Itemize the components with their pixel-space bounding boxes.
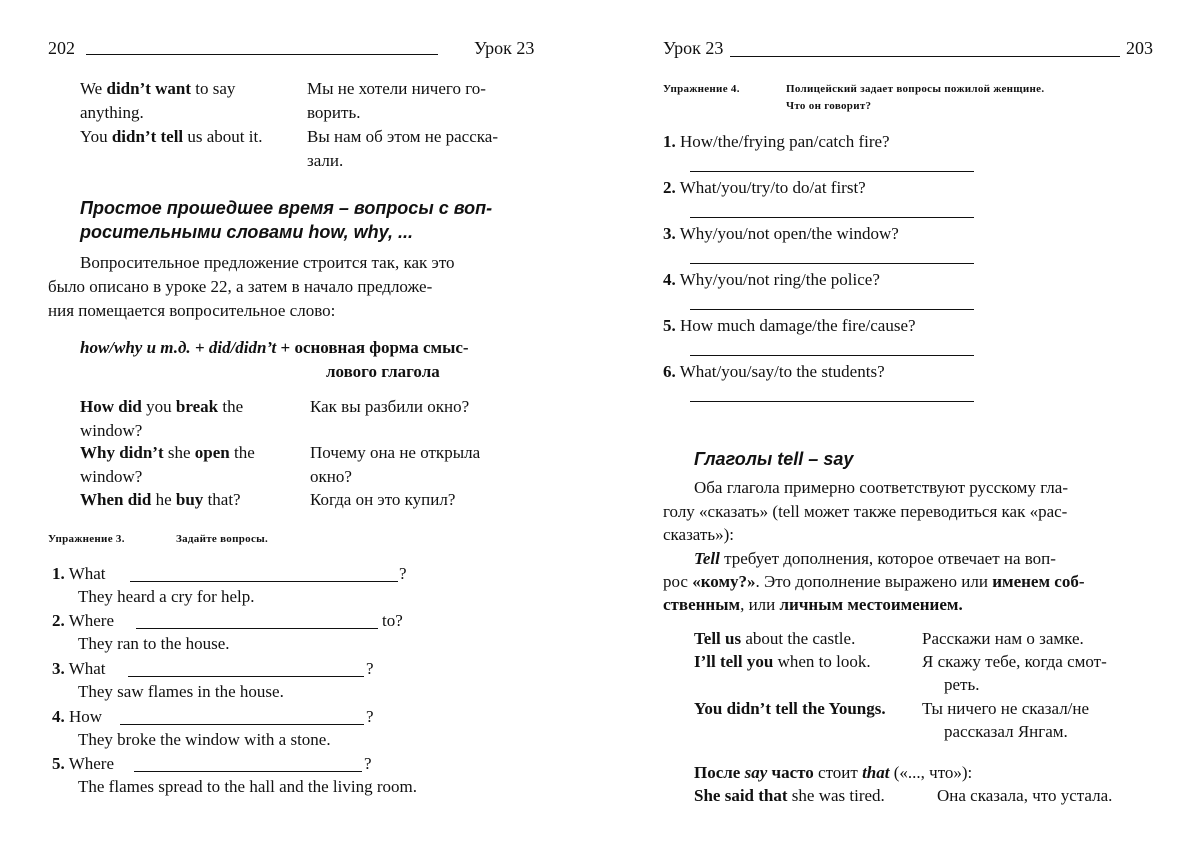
exercise-4-task-line1: Полицейский задает вопросы пожилой женщине. — [786, 83, 1045, 95]
question-en-2-cont: window? — [80, 467, 143, 486]
body-line-2: было описано в уроке 22, а затем в начало предложе- — [48, 277, 433, 296]
section-heading-line2: росительными словами how, why, ... — [80, 222, 414, 242]
example-ru-2: Вы нам об этом не расска- — [307, 127, 498, 146]
answer-blank[interactable] — [130, 565, 398, 582]
answer-line[interactable] — [690, 309, 974, 310]
formula-cont: лового глагола — [326, 362, 440, 381]
item-answer: They broke the window with a stone. — [78, 730, 331, 749]
she-said-example: She said that she was tired. — [694, 786, 885, 805]
item-tail: to? — [382, 611, 403, 630]
lesson-header: Урок 23 — [663, 38, 724, 58]
exercise-item: 1. What — [52, 564, 106, 583]
exercise-item: 4. How — [52, 707, 103, 726]
tell-example-ru-2-cont: реть. — [944, 675, 980, 694]
item-answer: They ran to the house. — [78, 634, 230, 653]
question-ru-3: Когда он это купил? — [310, 490, 456, 509]
tell-example-ru-3: Ты ничего не сказал/не — [922, 699, 1090, 718]
exercise-3-task: Задайте вопросы. — [176, 533, 269, 545]
question-ru-2: Почему она не открыла — [310, 443, 481, 462]
question-en-3: When did he buy that? — [80, 490, 241, 509]
exercise-item: 4. Why/you/not ring/the police? — [663, 270, 880, 289]
body-line-3: ния помещается вопросительное слово: — [48, 301, 336, 320]
para1-line1: Оба глагола примерно соответствуют русскому гла- — [694, 478, 1068, 497]
question-en-1-cont: window? — [80, 421, 143, 440]
exercise-item: 5. Where — [52, 754, 115, 773]
item-tail: ? — [364, 754, 372, 773]
example-en-2: You didn’t tell us about it. — [80, 127, 263, 146]
exercise-item: 1. How/the/frying pan/catch fire? — [663, 132, 890, 151]
question-ru-2-cont: окно? — [310, 467, 352, 486]
tell-example-ru-1: Расскажи нам о замке. — [922, 629, 1084, 648]
tell-example-en-3: You didn’t tell the Youngs. — [694, 699, 886, 718]
answer-blank[interactable] — [136, 612, 378, 629]
answer-line[interactable] — [690, 263, 974, 264]
right-page — [600, 0, 1200, 843]
item-answer: They saw flames in the house. — [78, 682, 284, 701]
para2-line2: рос «кому?». Это дополнение выражено или именем соб- — [663, 572, 1085, 591]
exercise-item: 3. Why/you/not open/the window? — [663, 224, 899, 243]
para1-line3: сказать»): — [663, 525, 734, 544]
para2-line3: ственным, или личным местоимением. — [663, 595, 963, 614]
example-ru-2-cont: зали. — [307, 151, 344, 170]
answer-blank[interactable] — [134, 755, 362, 772]
answer-blank[interactable] — [120, 708, 364, 725]
she-said-translation: Она сказала, что устала. — [937, 786, 1113, 805]
page-number: 202 — [48, 38, 75, 58]
page-number: 203 — [1126, 38, 1153, 58]
answer-line[interactable] — [690, 401, 974, 402]
exercise-3-title: Упражнение 3. — [48, 533, 125, 545]
question-en-2: Why didn’t she open the — [80, 443, 255, 462]
tell-example-en-1: Tell us about the castle. — [694, 629, 856, 648]
exercise-item: 5. How much damage/the fire/cause? — [663, 316, 916, 335]
exercise-item: 2. What/you/try/to do/at first? — [663, 178, 866, 197]
answer-line[interactable] — [690, 217, 974, 218]
question-en-1: How did you break the — [80, 397, 244, 416]
exercise-4-title: Упражнение 4. — [663, 83, 740, 95]
question-ru-1: Как вы разбили окно? — [310, 397, 470, 416]
exercise-item: 6. What/you/say/to the students? — [663, 362, 885, 381]
formula: how/why и т.д. + did/didn’t + основная форма смыс- — [80, 338, 469, 357]
example-ru-1: Мы не хотели ничего го- — [307, 79, 486, 98]
section-heading: Глаголы tell – say — [694, 449, 854, 469]
after-say-line: После say часто стоит that («..., что»): — [694, 763, 973, 782]
example-en-1-cont: anything. — [80, 103, 144, 122]
para1-line2: голу «сказать» (tell может также переводиться как «рас- — [663, 502, 1068, 521]
item-answer: They heard a cry for help. — [78, 587, 255, 606]
example-en-1: We didn’t want to say — [80, 79, 236, 98]
tell-example-en-2: I’ll tell you when to look. — [694, 652, 871, 671]
exercise-4-task-line2: Что он говорит? — [786, 100, 872, 112]
para2-line1: Tell требует дополнения, которое отвечает на воп- — [694, 549, 1056, 568]
example-ru-1-cont: ворить. — [307, 103, 361, 122]
item-tail: ? — [366, 659, 374, 678]
item-answer: The flames spread to the hall and the living room. — [78, 777, 417, 796]
answer-line[interactable] — [690, 355, 974, 356]
tell-example-ru-3-cont: рассказал Янгам. — [944, 722, 1068, 741]
exercise-item: 3. What — [52, 659, 106, 678]
answer-blank[interactable] — [128, 660, 364, 677]
item-tail: ? — [399, 564, 407, 583]
item-tail: ? — [366, 707, 374, 726]
tell-example-ru-2: Я скажу тебе, когда смот- — [922, 652, 1107, 671]
exercise-item: 2. Where — [52, 611, 115, 630]
section-heading-line1: Простое прошедшее время – вопросы с воп- — [80, 198, 493, 218]
lesson-header: Урок 23 — [474, 38, 535, 58]
body-line-1: Вопросительное предложение строится так, как это — [80, 253, 455, 272]
answer-line[interactable] — [690, 171, 974, 172]
header-rule — [86, 54, 438, 55]
header-rule — [730, 56, 1120, 57]
